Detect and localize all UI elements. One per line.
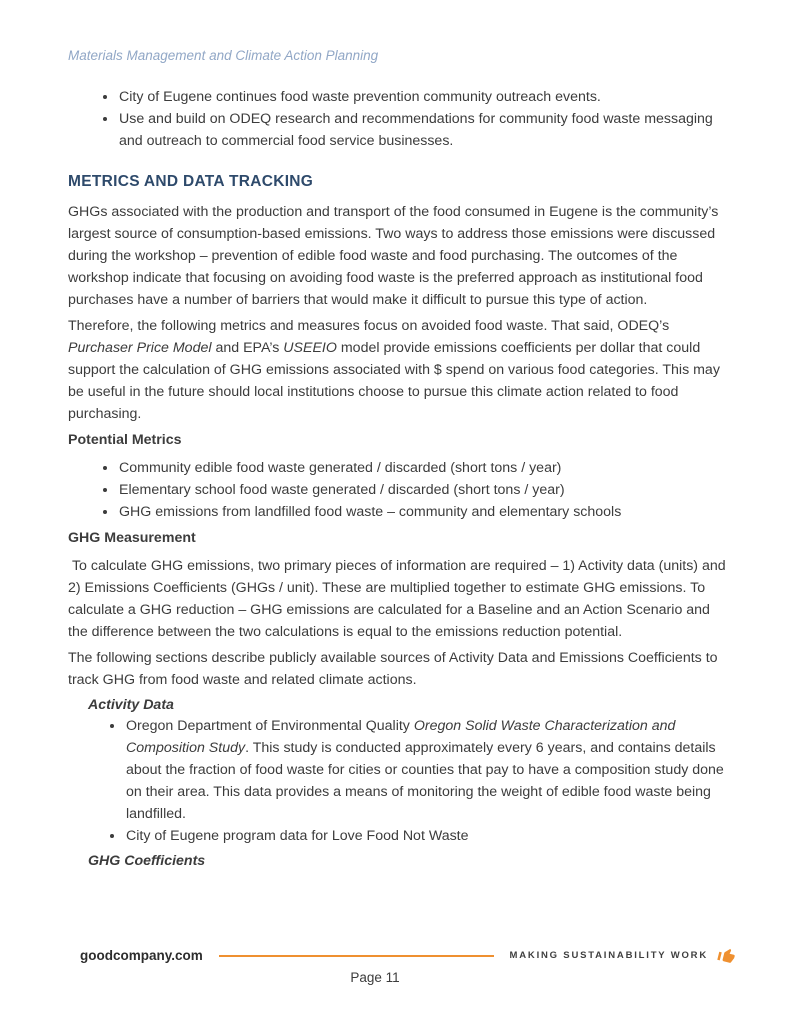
paragraph-metrics-focus bbox=[68, 315, 732, 425]
footer-divider-line bbox=[219, 955, 494, 957]
paragraph-segment: and EPA’s bbox=[211, 340, 284, 356]
italic-title-purchaser-price-model: Purchaser Price Model bbox=[68, 340, 212, 356]
activity-data-list bbox=[68, 715, 732, 847]
list-item: • City of Eugene program data for Love Food Not Waste bbox=[125, 825, 732, 847]
paragraph-segment: Oregon Department of Environmental Quality bbox=[126, 718, 414, 734]
intro-bullet-list bbox=[68, 86, 732, 152]
paragraph-ghgs-overview: GHGs associated with the production and transport of the food consumed in Eugene is the community’s largest source of consumption-based emissions. Two ways to address those emissions were discussed during the workshop – prevention of edible food waste and food purchasing. The outcomes of the workshop indicate that focusing on avoiding food waste is the preferred approach as institutional food purchases have a number of barriers that would make it difficult to pursue this type of action. bbox=[68, 204, 719, 308]
running-header: Materials Management and Climate Action Planning bbox=[68, 48, 379, 63]
footer-tagline: MAKING SUSTAINABILITY WORK bbox=[509, 949, 708, 961]
paragraph-ghg-calculation: To calculate GHG emissions, two primary pieces of information are required – 1) Activity data (units) and 2) Emissions Coefficients (GHGs / unit). These are multiplied together to estimate GHG emissions. To calculate a GHG reduction – GHG emissions are calculated for a Baseline and an Action Scenario and the difference between the two calculations is equal to the emissions reduction potential. bbox=[68, 558, 730, 640]
italic-title-odeq-study: Oregon Solid Waste Characterization and Composition Study bbox=[126, 718, 676, 756]
paragraph-segment: Therefore, the following metrics and measures focus on avoided food waste. That said, ODEQ’s bbox=[68, 318, 670, 334]
paragraph-segment: model provide emissions coefficients per dollar that could support the calculation of GHG emissions associated with $ spend on various food categories. This may be useful in the future should local institutions choose to pursue this climate action related to food purchasing. bbox=[68, 340, 720, 422]
list-item: • GHG emissions from landfilled food waste – community and elementary schools bbox=[118, 501, 732, 523]
page-number: Page 11 bbox=[350, 970, 400, 985]
list-item: • Community edible food waste generated / discarded (short tons / year) bbox=[118, 457, 732, 479]
list-item bbox=[125, 715, 732, 825]
sub-heading-ghg-measurement: GHG Measurement bbox=[68, 530, 196, 546]
paragraph-sections-intro: The following sections describe publicly available sources of Activity Data and Emissions Coefficients to track GHG from food waste and related climate actions. bbox=[68, 650, 718, 688]
list-item: • Elementary school food waste generated / discarded (short tons / year) bbox=[118, 479, 732, 501]
potential-metrics-list bbox=[68, 457, 732, 523]
list-item: • Use and build on ODEQ research and recommendations for community food waste messaging and outreach to commercial food service businesses. bbox=[118, 108, 732, 152]
paragraph-segment: . This study is conducted approximately every 6 years, and contains details about the fraction of food waste for cities or counties that pay to have a composition study done on their area. This data provides a means of monitoring the weight of edible food waste being landfilled. bbox=[126, 740, 724, 822]
section-heading-metrics: METRICS AND DATA TRACKING bbox=[68, 173, 314, 190]
thumbs-up-icon bbox=[717, 946, 736, 965]
sub-heading-activity-data: Activity Data bbox=[88, 697, 174, 713]
sub-heading-potential-metrics: Potential Metrics bbox=[68, 432, 182, 448]
list-item: • City of Eugene continues food waste prevention community outreach events. bbox=[118, 86, 732, 108]
italic-title-useeio: USEEIO bbox=[283, 340, 337, 356]
footer-website-link[interactable]: goodcompany.com bbox=[80, 947, 203, 963]
sub-heading-ghg-coefficients: GHG Coefficients bbox=[88, 853, 206, 869]
page-footer bbox=[68, 946, 736, 965]
